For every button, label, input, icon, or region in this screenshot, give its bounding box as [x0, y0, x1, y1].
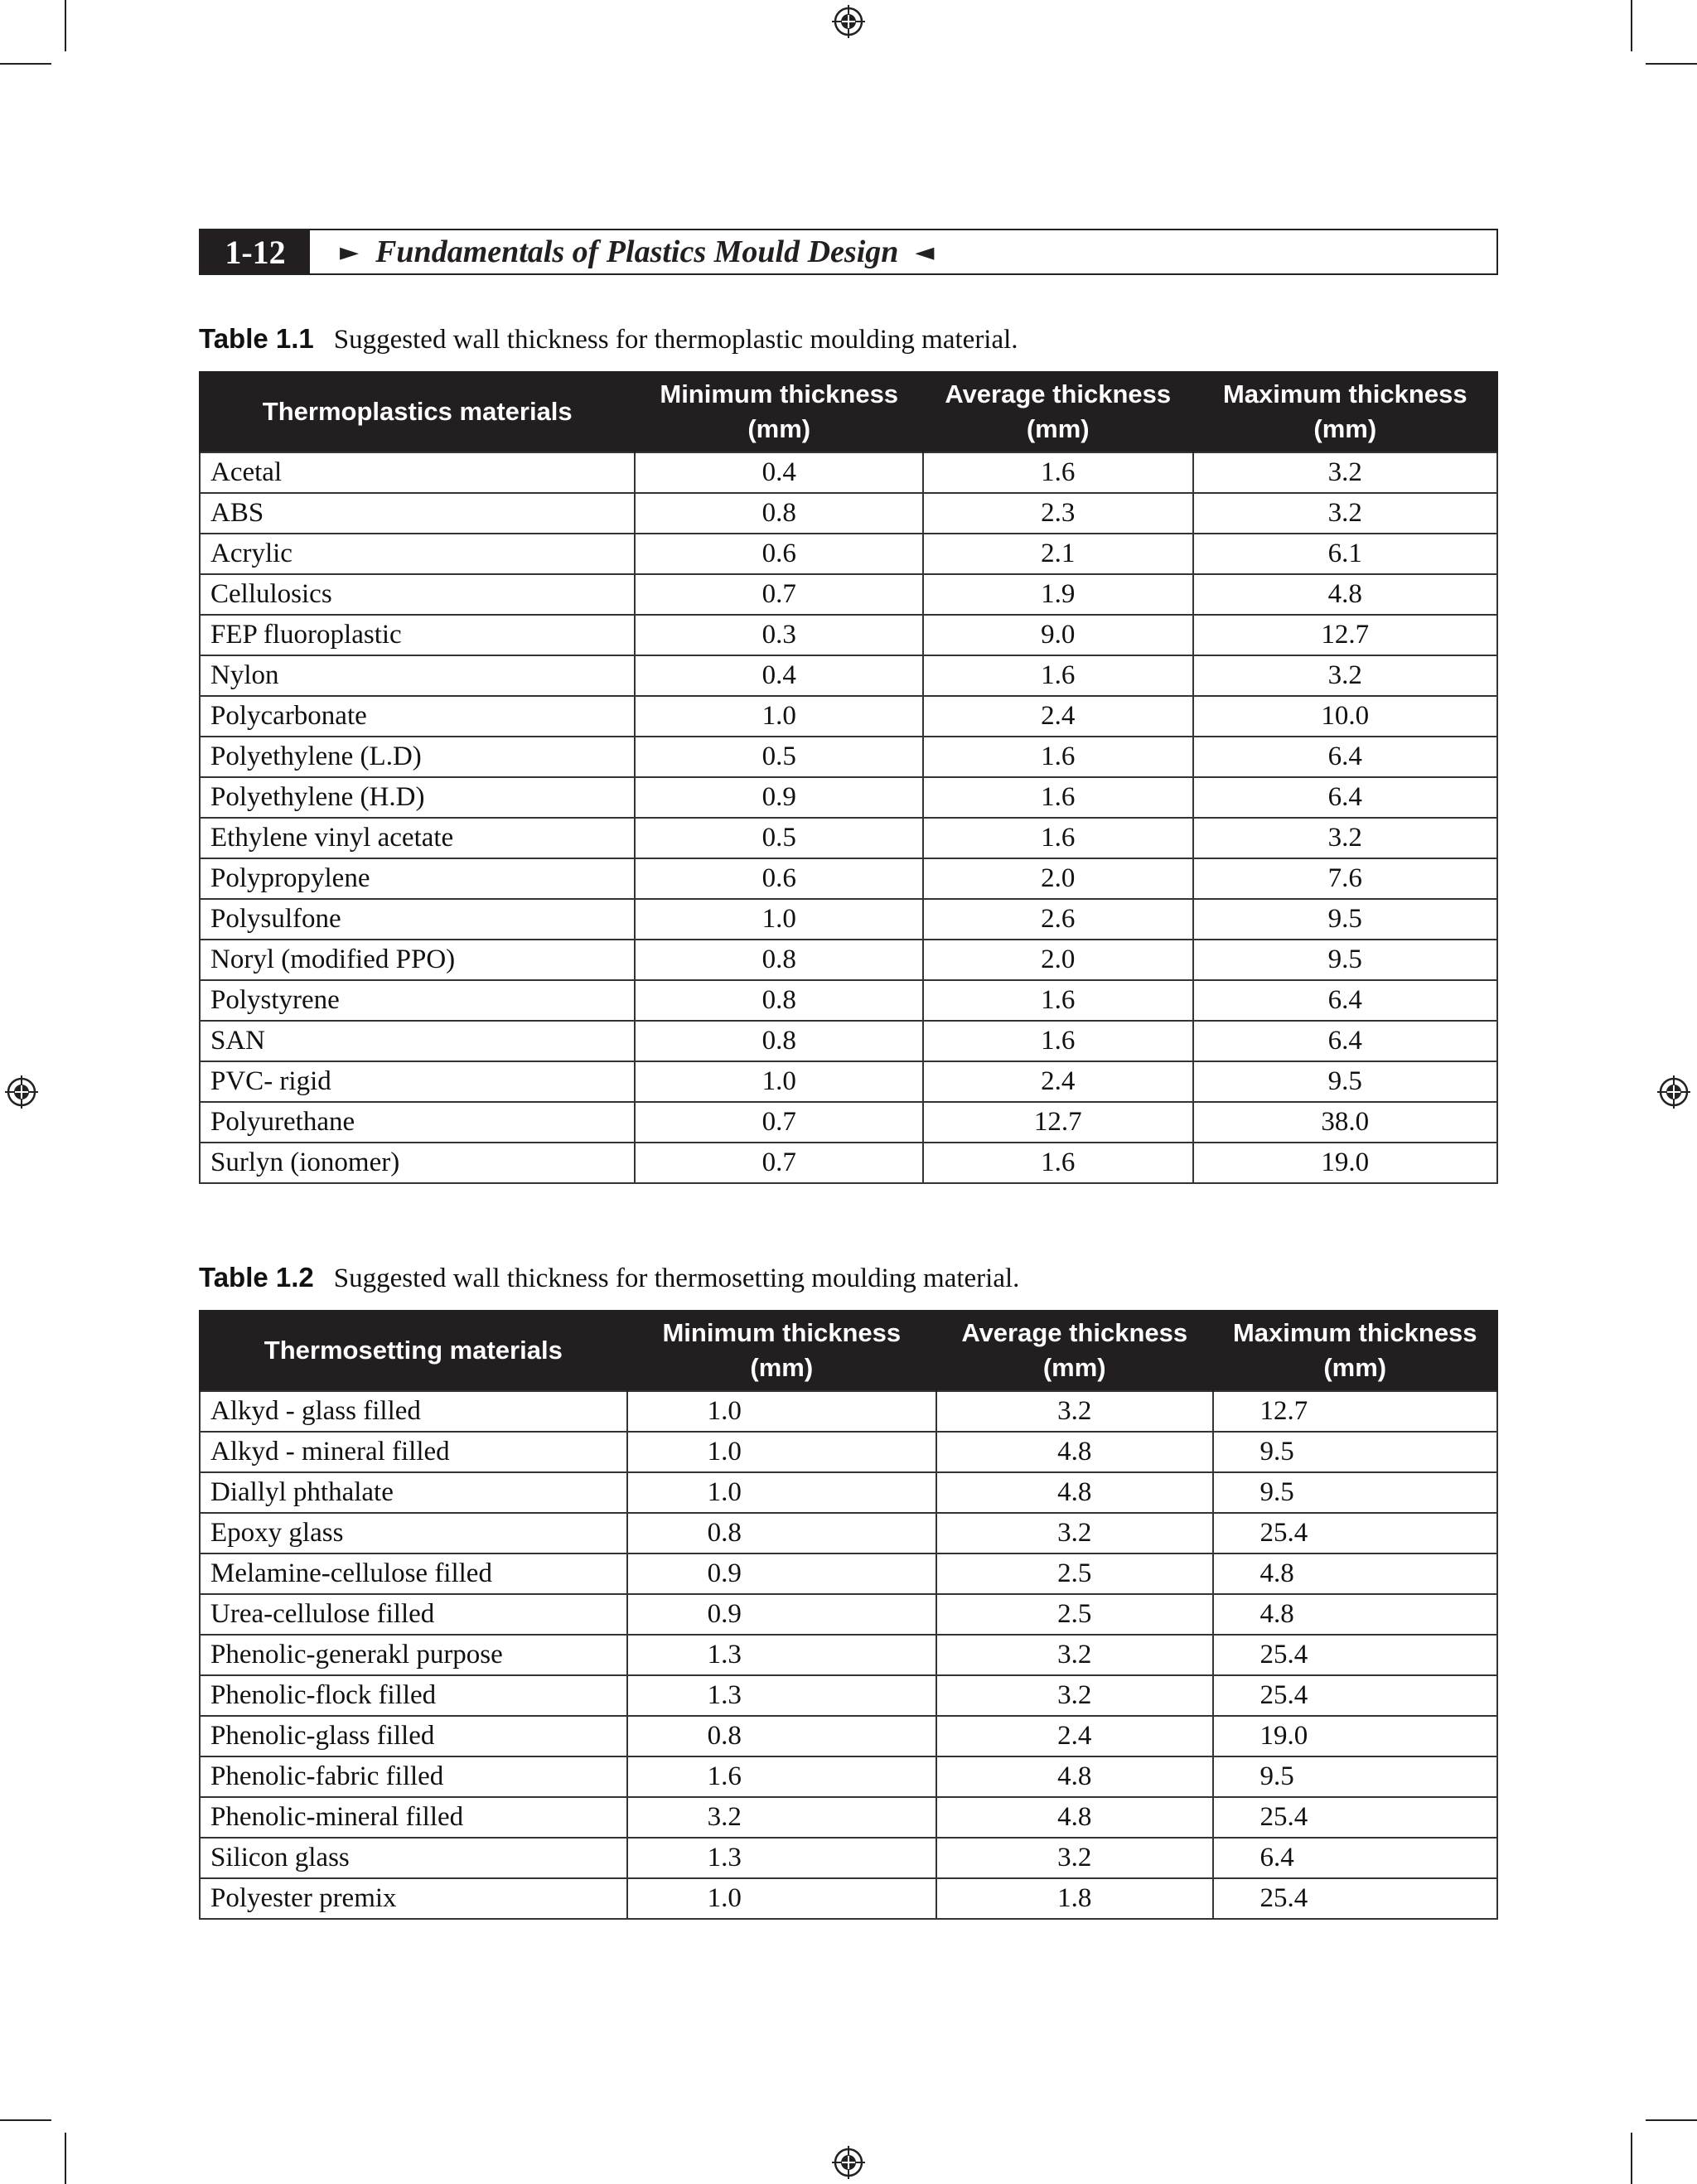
- thickness-value: 2.0: [923, 940, 1193, 980]
- table-row: [200, 818, 1497, 858]
- thickness-value: 1.0: [627, 1432, 936, 1472]
- thickness-value: 1.6: [923, 452, 1193, 493]
- table-row: [200, 1102, 1497, 1143]
- table-row: [200, 899, 1497, 940]
- material-name: PVC- rigid: [200, 1061, 635, 1102]
- material-name: Cellulosics: [200, 574, 635, 615]
- thickness-value: 3.2: [627, 1797, 936, 1838]
- table-row: [200, 1716, 1497, 1756]
- material-name: ABS: [200, 493, 635, 534]
- material-name: Phenolic-fabric filled: [200, 1756, 627, 1797]
- table-caption-text: Suggested wall thickness for thermosetting moulding material.: [333, 1264, 1020, 1293]
- registration-mark-icon: [832, 2146, 865, 2179]
- thickness-value: 2.4: [923, 696, 1193, 737]
- thickness-value: 3.2: [1193, 655, 1497, 696]
- thickness-value: 2.5: [936, 1594, 1213, 1635]
- thickness-value: 38.0: [1193, 1102, 1497, 1143]
- thickness-value: 3.2: [936, 1838, 1213, 1878]
- material-name: FEP fluoroplastic: [200, 615, 635, 655]
- thickness-value: 2.3: [923, 493, 1193, 534]
- thickness-value: 0.9: [627, 1594, 936, 1635]
- table-caption: [199, 323, 1018, 355]
- table-row: [200, 737, 1497, 777]
- table-row: [200, 1432, 1497, 1472]
- thickness-value: 1.6: [923, 1143, 1193, 1183]
- book-title: Fundamentals of Plastics Mould Design: [375, 234, 899, 269]
- material-name: Polyethylene (H.D): [200, 777, 635, 818]
- crop-mark: [65, 2133, 66, 2184]
- table-row: [200, 1513, 1497, 1553]
- table-row: [200, 493, 1497, 534]
- thickness-value: 1.6: [923, 980, 1193, 1021]
- registration-mark-icon: [1657, 1075, 1690, 1109]
- thickness-value: 3.2: [1193, 818, 1497, 858]
- crop-mark: [1646, 2119, 1697, 2121]
- registration-mark-icon: [5, 1075, 38, 1109]
- material-name: Phenolic-flock filled: [200, 1675, 627, 1716]
- registration-mark-icon: [832, 5, 865, 38]
- material-name: Polyurethane: [200, 1102, 635, 1143]
- material-name: Silicon glass: [200, 1838, 627, 1878]
- crop-mark: [1646, 63, 1697, 65]
- thermoplastics-table: [199, 371, 1498, 1184]
- thickness-value: 0.8: [635, 1021, 923, 1061]
- material-name: Nylon: [200, 655, 635, 696]
- column-header: Thermoplastics materials: [200, 371, 635, 452]
- thickness-value: 3.2: [936, 1513, 1213, 1553]
- thickness-value: 9.5: [1193, 940, 1497, 980]
- thickness-value: 9.5: [1213, 1472, 1498, 1513]
- thickness-value: 12.7: [1213, 1391, 1498, 1432]
- table-row: [200, 655, 1497, 696]
- column-header: Average thickness (mm): [923, 371, 1193, 452]
- thickness-value: 1.3: [627, 1838, 936, 1878]
- crop-mark: [0, 2119, 51, 2121]
- material-name: Noryl (modified PPO): [200, 940, 635, 980]
- thickness-value: 12.7: [923, 1102, 1193, 1143]
- thickness-value: 25.4: [1213, 1635, 1498, 1675]
- thickness-value: 3.2: [936, 1675, 1213, 1716]
- table-row: [200, 1021, 1497, 1061]
- thickness-value: 1.0: [635, 899, 923, 940]
- thickness-value: 1.6: [923, 777, 1193, 818]
- table-row: [200, 858, 1497, 899]
- thickness-value: 25.4: [1213, 1513, 1498, 1553]
- material-name: SAN: [200, 1021, 635, 1061]
- crop-mark: [65, 0, 66, 51]
- material-name: Polyethylene (L.D): [200, 737, 635, 777]
- thickness-value: 0.8: [627, 1716, 936, 1756]
- thickness-value: 9.5: [1213, 1756, 1498, 1797]
- table-row: [200, 696, 1497, 737]
- thickness-value: 1.0: [635, 1061, 923, 1102]
- material-name: Alkyd - mineral filled: [200, 1432, 627, 1472]
- thickness-value: 0.5: [635, 737, 923, 777]
- material-name: Ethylene vinyl acetate: [200, 818, 635, 858]
- thickness-value: 2.1: [923, 534, 1193, 574]
- table-row: [200, 1675, 1497, 1716]
- thickness-value: 0.8: [627, 1513, 936, 1553]
- thickness-value: 6.1: [1193, 534, 1497, 574]
- arrow-right-icon: ►: [340, 237, 360, 267]
- thickness-value: 2.0: [923, 858, 1193, 899]
- thickness-value: 3.2: [936, 1635, 1213, 1675]
- thickness-value: 2.4: [923, 1061, 1193, 1102]
- table-caption: [199, 1262, 1019, 1294]
- table-row: [200, 1797, 1497, 1838]
- thickness-value: 0.6: [635, 534, 923, 574]
- thickness-value: 1.0: [635, 696, 923, 737]
- thickness-value: 0.8: [635, 980, 923, 1021]
- column-header: Minimum thickness (mm): [627, 1310, 936, 1391]
- thickness-value: 4.8: [936, 1472, 1213, 1513]
- table-caption-text: Suggested wall thickness for thermoplastic moulding material.: [333, 325, 1018, 355]
- thickness-value: 2.4: [936, 1716, 1213, 1756]
- thickness-value: 0.8: [635, 493, 923, 534]
- material-name: Phenolic-mineral filled: [200, 1797, 627, 1838]
- crop-mark: [1631, 2133, 1632, 2184]
- thickness-value: 1.6: [923, 818, 1193, 858]
- column-header: Thermosetting materials: [200, 1310, 627, 1391]
- thickness-value: 0.4: [635, 452, 923, 493]
- thickness-value: 1.6: [627, 1756, 936, 1797]
- thermosetting-table: [199, 1310, 1498, 1920]
- thickness-value: 0.3: [635, 615, 923, 655]
- material-name: Acetal: [200, 452, 635, 493]
- table-row: [200, 1838, 1497, 1878]
- table-label: Table 1.1: [199, 323, 314, 354]
- thickness-value: 0.9: [635, 777, 923, 818]
- thickness-value: 19.0: [1213, 1716, 1498, 1756]
- thickness-value: 4.8: [936, 1797, 1213, 1838]
- arrow-left-icon: ◄: [915, 237, 935, 267]
- thickness-value: 7.6: [1193, 858, 1497, 899]
- material-name: Melamine-cellulose filled: [200, 1553, 627, 1594]
- thickness-value: 9.5: [1213, 1432, 1498, 1472]
- thickness-value: 1.3: [627, 1675, 936, 1716]
- thickness-value: 9.0: [923, 615, 1193, 655]
- thickness-value: 1.0: [627, 1878, 936, 1919]
- thickness-value: 0.7: [635, 1143, 923, 1183]
- thickness-value: 9.5: [1193, 899, 1497, 940]
- material-name: Surlyn (ionomer): [200, 1143, 635, 1183]
- material-name: Polyester premix: [200, 1878, 627, 1919]
- thickness-value: 6.4: [1193, 777, 1497, 818]
- thickness-value: 1.6: [923, 655, 1193, 696]
- thickness-value: 0.5: [635, 818, 923, 858]
- material-name: Acrylic: [200, 534, 635, 574]
- thickness-value: 0.6: [635, 858, 923, 899]
- material-name: Polycarbonate: [200, 696, 635, 737]
- thickness-value: 1.0: [627, 1472, 936, 1513]
- material-name: Polysulfone: [200, 899, 635, 940]
- material-name: Diallyl phthalate: [200, 1472, 627, 1513]
- table-row: [200, 1594, 1497, 1635]
- table-row: [200, 615, 1497, 655]
- running-header: [199, 229, 1498, 275]
- thickness-value: 1.6: [923, 737, 1193, 777]
- table-row: [200, 1391, 1497, 1432]
- material-name: Alkyd - glass filled: [200, 1391, 627, 1432]
- thickness-value: 0.9: [627, 1553, 936, 1594]
- material-name: Urea-cellulose filled: [200, 1594, 627, 1635]
- thickness-value: 1.0: [627, 1391, 936, 1432]
- material-name: Phenolic-glass filled: [200, 1716, 627, 1756]
- table-row: [200, 777, 1497, 818]
- table-row: [200, 1061, 1497, 1102]
- thickness-value: 12.7: [1193, 615, 1497, 655]
- thickness-value: 3.2: [936, 1391, 1213, 1432]
- thickness-value: 3.2: [1193, 493, 1497, 534]
- thickness-value: 2.5: [936, 1553, 1213, 1594]
- table-row: [200, 1635, 1497, 1675]
- column-header: Average thickness (mm): [936, 1310, 1213, 1391]
- thickness-value: 1.6: [923, 1021, 1193, 1061]
- table-row: [200, 1878, 1497, 1919]
- material-name: Polypropylene: [200, 858, 635, 899]
- thickness-value: 1.3: [627, 1635, 936, 1675]
- table-label: Table 1.2: [199, 1262, 314, 1293]
- material-name: Epoxy glass: [200, 1513, 627, 1553]
- crop-mark: [1631, 0, 1632, 51]
- material-name: Polystyrene: [200, 980, 635, 1021]
- crop-mark: [0, 63, 51, 65]
- thickness-value: 0.4: [635, 655, 923, 696]
- thickness-value: 0.7: [635, 1102, 923, 1143]
- thickness-value: 4.8: [1213, 1553, 1498, 1594]
- thickness-value: 0.7: [635, 574, 923, 615]
- thickness-value: 25.4: [1213, 1675, 1498, 1716]
- thickness-value: 4.8: [936, 1432, 1213, 1472]
- thickness-value: 19.0: [1193, 1143, 1497, 1183]
- table-row: [200, 574, 1497, 615]
- thickness-value: 4.8: [1193, 574, 1497, 615]
- thickness-value: 6.4: [1213, 1838, 1498, 1878]
- thickness-value: 1.8: [936, 1878, 1213, 1919]
- table-row: [200, 452, 1497, 493]
- thickness-value: 10.0: [1193, 696, 1497, 737]
- thickness-value: 9.5: [1193, 1061, 1497, 1102]
- thickness-value: 6.4: [1193, 1021, 1497, 1061]
- table-row: [200, 1553, 1497, 1594]
- column-header: Maximum thickness (mm): [1193, 371, 1497, 452]
- column-header: Maximum thickness (mm): [1213, 1310, 1498, 1391]
- table-row: [200, 1472, 1497, 1513]
- table-row: [200, 1143, 1497, 1183]
- thickness-value: 1.9: [923, 574, 1193, 615]
- thickness-value: 3.2: [1193, 452, 1497, 493]
- page-number: 1-12: [201, 230, 310, 273]
- thickness-value: 6.4: [1193, 737, 1497, 777]
- thickness-value: 25.4: [1213, 1797, 1498, 1838]
- table-row: [200, 980, 1497, 1021]
- table-row: [200, 940, 1497, 980]
- table-row: [200, 1756, 1497, 1797]
- thickness-value: 4.8: [936, 1756, 1213, 1797]
- thickness-value: 25.4: [1213, 1878, 1498, 1919]
- table-row: [200, 534, 1497, 574]
- thickness-value: 4.8: [1213, 1594, 1498, 1635]
- thickness-value: 6.4: [1193, 980, 1497, 1021]
- material-name: Phenolic-generakl purpose: [200, 1635, 627, 1675]
- thickness-value: 2.6: [923, 899, 1193, 940]
- thickness-value: 0.8: [635, 940, 923, 980]
- column-header: Minimum thickness (mm): [635, 371, 923, 452]
